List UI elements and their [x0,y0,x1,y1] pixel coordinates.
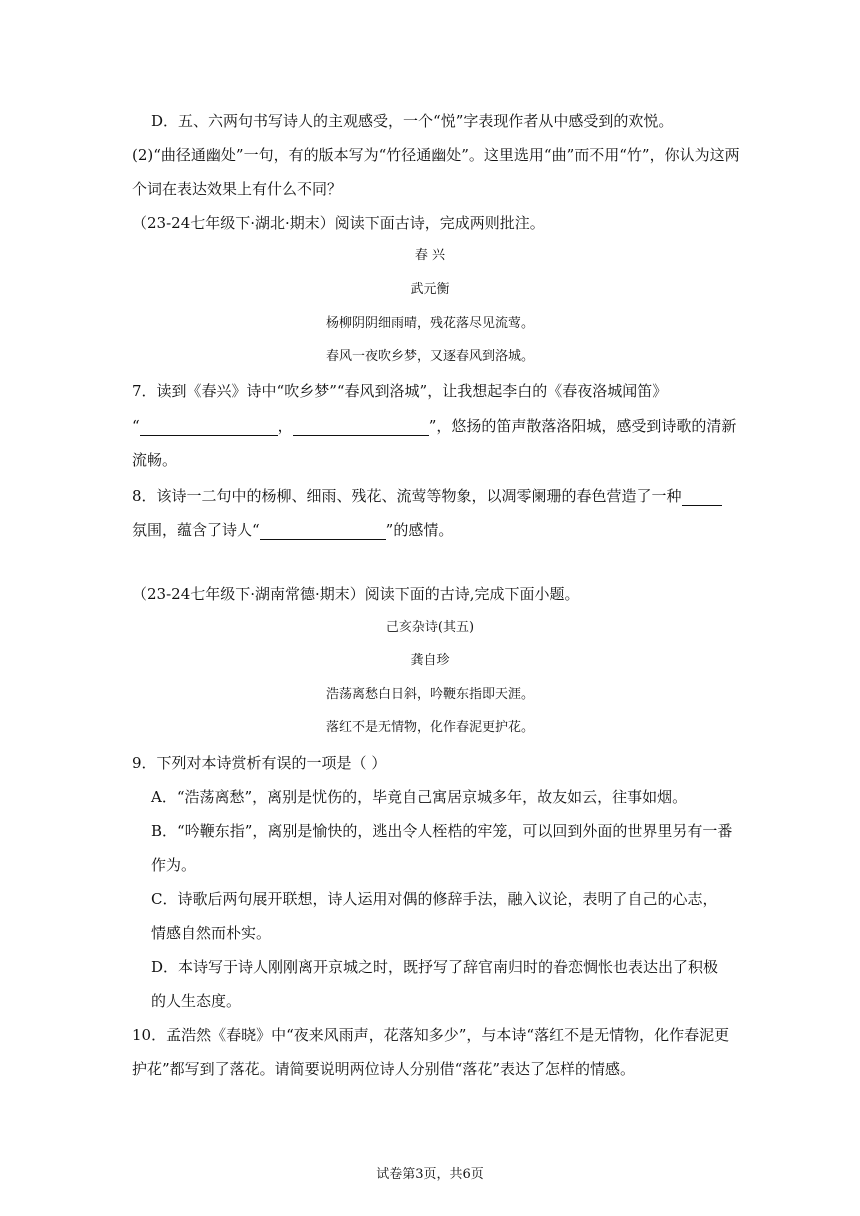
section2-poem-line2: 春风一夜吹乡梦，又逐春风到洛城。 [325,349,534,364]
section2-intro: （23-24七年级下·湖北·期末）阅读下面古诗，完成两则批注。 [132,214,545,232]
q7-comma: ， [277,417,293,435]
section3-poem-title: 己亥杂诗(其五) [385,620,475,635]
section3-poem-line1: 浩荡离愁白日斜，吟鞭东指即天涯。 [325,687,534,702]
q8-line2-pre: 氛围，蕴含了诗人“ [132,521,260,539]
q8-line1 [132,486,722,506]
q7-blank-2[interactable] [293,419,429,436]
section2-poem-title: 春 兴 [414,248,446,263]
q9-option-c-line1: C．诗歌后两句展开联想，诗人运用对偶的修辞手法，融入议论，表明了自己的心志， [151,890,718,908]
q6-sub2-line1: (2)“曲径通幽处”一句，有的版本写为“竹径通幽处”。这里选用“曲”而不用“竹”，你认为这两 [132,146,740,164]
q7-line2 [132,416,736,436]
q9-option-b-line2: 作为。 [151,856,197,874]
q7-line2-rest: ”，悠扬的笛声散落洛阳城，感受到诗歌的清新 [428,417,737,435]
q7-open-quote: “ [132,417,140,435]
q9-option-c-line2: 情感自然而朴实。 [151,924,272,942]
q8-blank-1[interactable] [682,489,722,506]
q8-line2-post: ”的感情。 [385,521,454,539]
q9-option-d-line1: D．本诗写于诗人刚刚离开京城之时，既抒写了辞官南归时的眷恋惆怅也表达出了积极 [151,958,719,976]
section3-poem-line2: 落红不是无情物，化作春泥更护花。 [325,720,534,735]
section3-intro: （23-24七年级下·湖南常德·期末）阅读下面的古诗,完成下面小题。 [132,585,580,603]
q8-line1-text: 8．该诗一二句中的杨柳、细雨、残花、流莺等物象，以凋零阑珊的春色营造了一种 [132,487,682,505]
q7-line3: 流畅。 [132,451,178,469]
q7-line1: 7．读到《春兴》诗中“吹乡梦”“春风到洛城”，让我想起李白的《春夜洛城闻笛》 [132,382,668,400]
q9-stem: 9．下列对本诗赏析有误的一项是（ ） [132,754,387,772]
q10-line2: 护花”都写到了落花。请简要说明两位诗人分别借“落花”表达了怎样的情感。 [132,1060,636,1078]
q9-option-b-line1: B．“吟鞭东指”，离别是愉快的，逃出令人桎梏的牢笼，可以回到外面的世界里另有一番 [151,822,733,840]
q6-option-d: D．五、六两句书写诗人的主观感受，一个“悦”字表现作者从中感受到的欢悦。 [151,112,674,130]
q9-option-d-line2: 的人生态度。 [151,992,242,1010]
q10-line1: 10．孟浩然《春晓》中“夜来风雨声，花落知多少”，与本诗“落红不是无情物，化作春泥更 [132,1026,730,1044]
section2-poem-line1: 杨柳阴阴细雨晴，残花落尽见流莺。 [325,316,534,331]
page-footer: 试卷第3页，共6页 [376,1167,484,1182]
q9-option-a: A．“浩荡离愁”，离别是忧伤的，毕竟自己寓居京城多年，故友如云，往事如烟。 [151,788,688,806]
q6-sub2-line2: 个词在表达效果上有什么不同？ [132,180,343,198]
q7-blank-1[interactable] [140,419,278,436]
section2-poem-author: 武元衡 [410,282,450,297]
section3-poem-author: 龚自珍 [410,653,450,668]
q8-blank-2[interactable] [260,523,386,540]
q8-line2 [132,520,453,540]
